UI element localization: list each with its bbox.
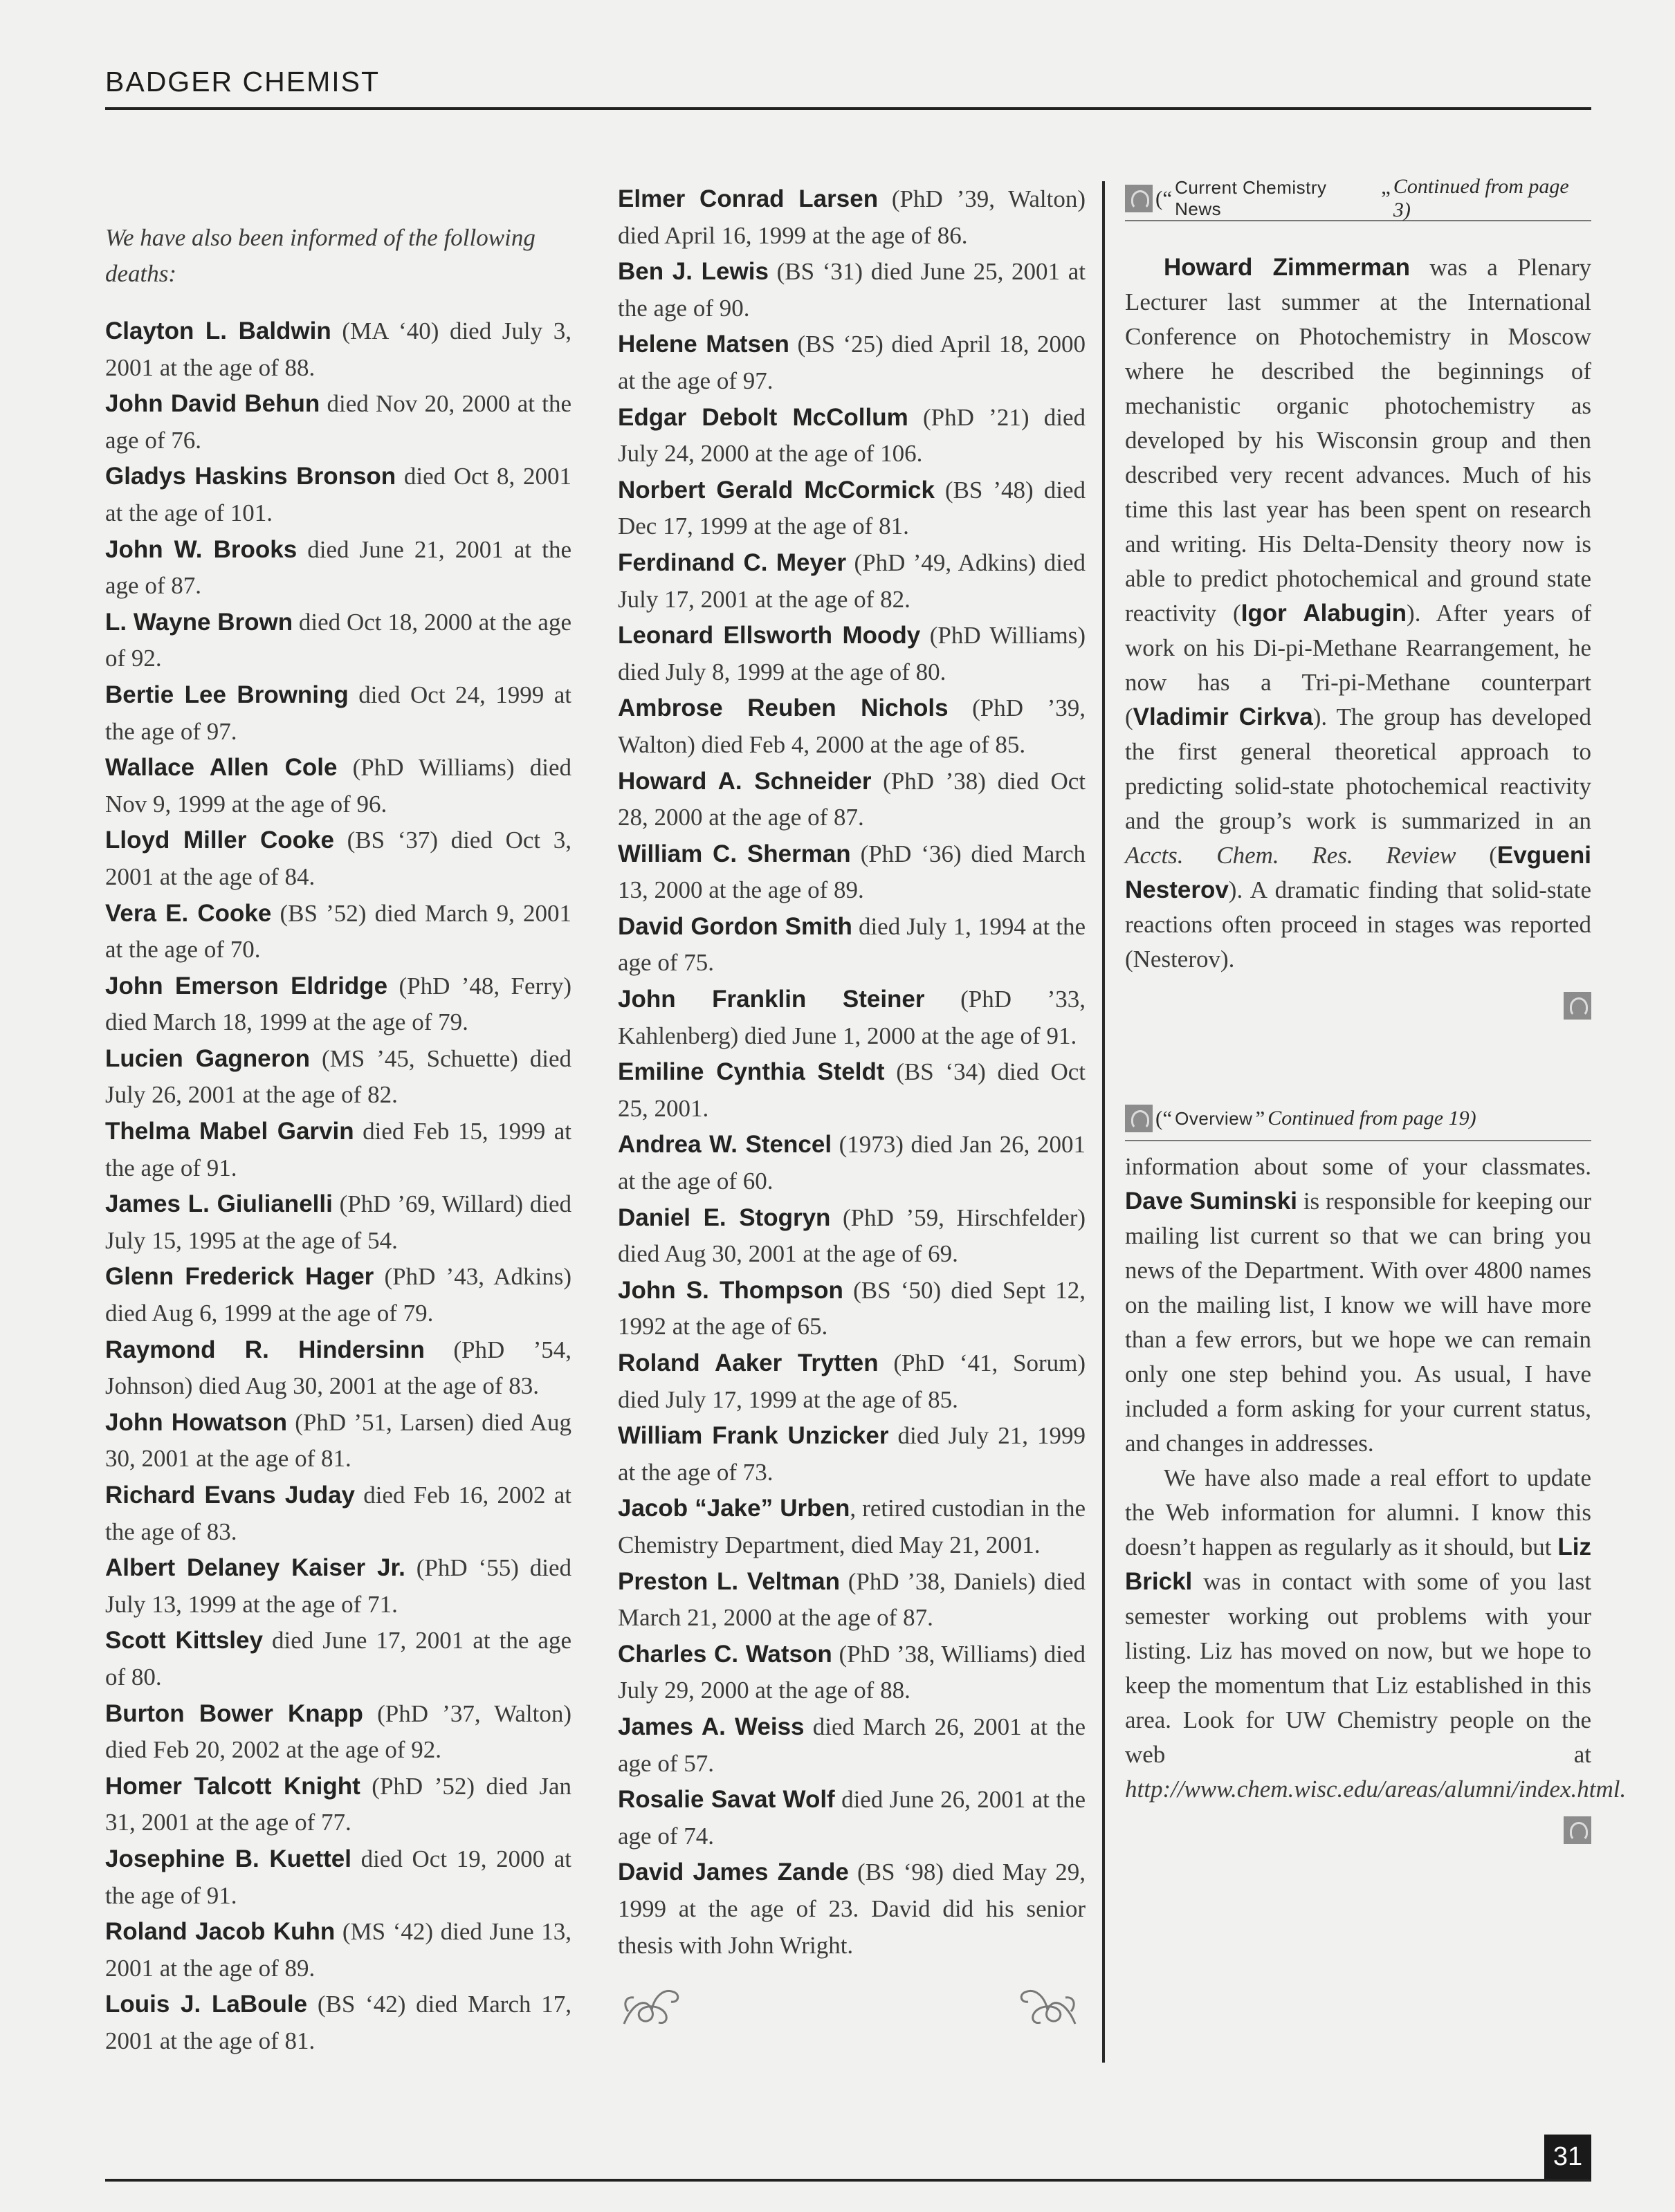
person-name: John W. Brooks bbox=[105, 535, 298, 563]
obituary-entry bbox=[105, 1550, 571, 1623]
obituary-details: (PhD ‘55) died July 13, 1999 at the age of 71. bbox=[105, 1554, 571, 1618]
obituary-details: (BS ‘34) died Oct 25, 2001. bbox=[618, 1058, 1086, 1122]
end-ornament-icon bbox=[1564, 992, 1591, 1020]
obituary-entry bbox=[105, 968, 571, 1041]
person-name: William Frank Unzicker bbox=[618, 1422, 889, 1450]
end-ornament-icon bbox=[1564, 1816, 1591, 1844]
obituary-column-1 bbox=[105, 181, 571, 2060]
person-name: David Gordon Smith bbox=[618, 912, 852, 940]
obituary-entry bbox=[105, 1186, 571, 1259]
obituary-entry bbox=[105, 1987, 571, 2059]
header-rule bbox=[105, 107, 1591, 110]
continuation-header bbox=[1125, 175, 1591, 221]
obituary-entry bbox=[618, 1854, 1086, 1964]
person-name: Rosalie Savat Wolf bbox=[618, 1786, 835, 1814]
obituary-entry bbox=[105, 1914, 571, 1987]
person-name: Charles C. Watson bbox=[618, 1640, 832, 1668]
obituary-details: died Oct 19, 2000 at the age of 91. bbox=[105, 1845, 571, 1909]
obituary-details: (PhD ’38, Daniels) died March 21, 2000 at the age of 87. bbox=[618, 1567, 1086, 1632]
column-divider bbox=[1102, 181, 1105, 2063]
obituary-details: (MS ‘42) died June 13, 2001 at the age of 89. bbox=[105, 1918, 571, 1982]
page-number: 31 bbox=[1544, 2135, 1591, 2179]
obituary-entry bbox=[618, 400, 1086, 472]
ornament-icon bbox=[1125, 1105, 1153, 1132]
obituary-entry bbox=[618, 1273, 1086, 1345]
obituary-details: (BS ‘42) died March 17, 2001 at the age of 81. bbox=[105, 1991, 571, 2054]
obituary-details: died June 21, 2001 at the age of 87. bbox=[105, 535, 572, 600]
person-name: Scott Kittsley bbox=[105, 1627, 263, 1655]
obituary-entry bbox=[105, 532, 571, 605]
obituary-details: (PhD ’52) died Jan 31, 2001 at the age of 77. bbox=[105, 1772, 571, 1836]
obituary-details: (PhD ’59, Hirschfelder) died Aug 30, 2001 at the age of 69. bbox=[618, 1204, 1086, 1268]
person-name: Edgar Debolt McCollum bbox=[618, 403, 908, 431]
obituary-entry bbox=[105, 459, 571, 531]
person-name: John S. Thompson bbox=[618, 1276, 843, 1304]
obituary-details: (BS ’52) died March 9, 2001 at the age of 70. bbox=[105, 899, 571, 964]
person-name: Richard Evans Juday bbox=[105, 1482, 356, 1509]
person-name: L. Wayne Brown bbox=[105, 608, 293, 636]
obituary-details: (BS ‘25) died April 18, 2000 at the age of 97. bbox=[618, 331, 1086, 394]
body-text: ). The group has developed the first general theoretical approach to predicting solid-state photochemical reactivity and the group’s work is summarized in an bbox=[1125, 703, 1591, 834]
obituary-entry bbox=[618, 981, 1086, 1054]
person-name: Dave Suminski bbox=[1125, 1188, 1298, 1215]
section-title: Overview bbox=[1175, 1107, 1253, 1129]
person-name: Bertie Lee Browning bbox=[105, 681, 349, 708]
person-name: William C. Sherman bbox=[618, 840, 851, 867]
section-rule bbox=[1125, 1140, 1591, 1141]
person-name: Norbert Gerald McCormick bbox=[618, 476, 935, 504]
obituary-entry bbox=[618, 1127, 1086, 1199]
obituary-details: , retired custodian in the Chemistry Department, died May 21, 2001. bbox=[618, 1495, 1086, 1558]
obituary-entry bbox=[105, 822, 571, 895]
obituary-entry bbox=[618, 1418, 1086, 1491]
obituary-details: (MS ’45, Schuette) died July 26, 2001 at the age of 82. bbox=[105, 1044, 572, 1109]
obituary-entry bbox=[618, 836, 1086, 909]
current-chemistry-news-section bbox=[1125, 175, 1591, 1020]
body-text: We have also made a real effort to update the Web information for alumni. I know this doesn’t happen as regularly as it should, but bbox=[1125, 1464, 1591, 1560]
obituary-entry bbox=[618, 472, 1086, 545]
obituary-details: (PhD ’69, Willard) died July 15, 1995 at the age of 54. bbox=[105, 1190, 571, 1254]
obituary-details: (PhD ’38, Williams) died July 29, 2000 at the age of 88. bbox=[618, 1640, 1086, 1704]
obituary-details: died Oct 24, 1999 at the age of 97. bbox=[105, 681, 571, 745]
continued-note: Continued from page 3) bbox=[1393, 175, 1569, 221]
person-name: Emiline Cynthia Steldt bbox=[618, 1058, 885, 1086]
obituary-details: (PhD ’49, Adkins) died July 17, 2001 at the age of 82. bbox=[618, 549, 1086, 613]
person-name: Roland Jacob Kuhn bbox=[105, 1918, 336, 1946]
obituary-entry bbox=[105, 1259, 571, 1331]
obituary-entry bbox=[105, 1696, 571, 1769]
obituary-details: (PhD ’43, Adkins) died Aug 6, 1999 at the age of 79. bbox=[105, 1263, 571, 1327]
obituary-details: (PhD ‘41, Sorum) died July 17, 1999 at the age of 85. bbox=[618, 1349, 1086, 1413]
obituary-entry bbox=[105, 896, 571, 968]
obituary-entry bbox=[618, 1491, 1086, 1563]
person-name: Daniel E. Stogryn bbox=[618, 1204, 831, 1231]
quote-open: (“ bbox=[1155, 1106, 1173, 1130]
obituary-details: died Oct 8, 2001 at the age of 101. bbox=[105, 463, 572, 526]
obituary-details: died Oct 18, 2000 at the age of 92. bbox=[105, 608, 571, 672]
obituary-entry bbox=[105, 313, 571, 386]
obituary-entry bbox=[105, 386, 571, 459]
overview-paragraph-2 bbox=[1125, 1461, 1627, 1807]
person-name: Burton Bower Knapp bbox=[105, 1699, 363, 1727]
flourish-ornament-left bbox=[619, 1982, 688, 2031]
obituary-details: (PhD ’21) died July 24, 2000 at the age of 106. bbox=[618, 403, 1086, 468]
person-name: Leonard Ellsworth Moody bbox=[618, 622, 921, 649]
person-name: John Emerson Eldridge bbox=[105, 972, 388, 999]
obituary-details: (PhD ‘36) died March 13, 2000 at the age of 89. bbox=[618, 840, 1086, 904]
person-name: Andrea W. Stencel bbox=[618, 1131, 832, 1159]
body-text: ( bbox=[1456, 842, 1497, 869]
obituary-entry bbox=[105, 1114, 571, 1186]
obituary-entry bbox=[105, 1041, 571, 1114]
obituary-entry bbox=[618, 545, 1086, 618]
person-name: Homer Talcott Knight bbox=[105, 1772, 360, 1800]
person-name: John Franklin Steiner bbox=[618, 986, 925, 1013]
body-text: ). After years of work on his Di-pi-Methane Rearrangement, he now has a Tri-pi-Methane counterpart ( bbox=[1125, 600, 1591, 730]
obituary-details: died Feb 16, 2002 at the age of 83. bbox=[105, 1482, 571, 1545]
quote-close: ” bbox=[1381, 186, 1391, 210]
obituary-details: (PhD ’38) died Oct 28, 2000 at the age of 87. bbox=[618, 767, 1086, 831]
person-name: Albert Delaney Kaiser Jr. bbox=[105, 1554, 405, 1582]
person-name: Lloyd Miller Cooke bbox=[105, 827, 334, 854]
obituary-entry bbox=[105, 1405, 571, 1477]
person-name: Igor Alabugin bbox=[1241, 600, 1407, 627]
person-name: Vera E. Cooke bbox=[105, 899, 272, 927]
obituary-details: died March 26, 2001 at the age of 57. bbox=[618, 1713, 1086, 1777]
obituary-entry bbox=[618, 1782, 1086, 1854]
obituary-details: died Feb 15, 1999 at the age of 91. bbox=[105, 1118, 571, 1181]
person-name: Raymond R. Hindersinn bbox=[105, 1336, 425, 1363]
person-name: Vladimir Cirkva bbox=[1133, 703, 1313, 730]
person-name: Ben J. Lewis bbox=[618, 258, 769, 286]
person-name: Liz Brickl bbox=[1125, 1533, 1591, 1595]
obituary-details: died Nov 20, 2000 at the age of 76. bbox=[105, 390, 571, 454]
person-name: David James Zande bbox=[618, 1859, 849, 1886]
obituary-details: (BS ‘50) died Sept 12, 1992 at the age of 65. bbox=[618, 1276, 1086, 1340]
obituary-entry bbox=[618, 1345, 1086, 1418]
obituary-entry bbox=[618, 181, 1086, 254]
obituary-entry bbox=[105, 1332, 571, 1405]
person-name: Lucien Gagneron bbox=[105, 1044, 311, 1072]
body-text: was in contact with some of you last semester working out problems with your listing. Liz has moved on now, but we hope to keep the momentum that Liz established in this area. Look for UW Chemistry people on the web at bbox=[1125, 1568, 1591, 1768]
person-name: Glenn Frederick Hager bbox=[105, 1263, 374, 1291]
obituary-details: (BS ‘98) died May 29, 1999 at the age of 23. David did his senior thesis with John Wright. bbox=[618, 1859, 1086, 1959]
person-name: James A. Weiss bbox=[618, 1713, 805, 1740]
obituary-details: died June 26, 2001 at the age of 74. bbox=[618, 1786, 1086, 1850]
body-text: ). A dramatic finding that solid-state reactions often proceed in stages was reported (Nesterov). bbox=[1125, 876, 1591, 973]
footer-rule bbox=[105, 2179, 1591, 2182]
person-name: Elmer Conrad Larsen bbox=[618, 185, 879, 212]
obituary-details: (BS ‘31) died June 25, 2001 at the age of 90. bbox=[618, 258, 1086, 322]
person-name: John Howatson bbox=[105, 1408, 288, 1436]
person-name: Howard Zimmerman bbox=[1164, 254, 1411, 281]
person-name: John David Behun bbox=[105, 390, 320, 418]
obituary-details: died July 1, 1994 at the age of 75. bbox=[618, 912, 1086, 977]
person-name: Preston L. Veltman bbox=[618, 1567, 841, 1595]
person-name: Clayton L. Baldwin bbox=[105, 317, 331, 344]
obituary-details: died June 17, 2001 at the age of 80. bbox=[105, 1627, 571, 1690]
person-name: Helene Matsen bbox=[618, 331, 789, 358]
obituary-entry bbox=[618, 764, 1086, 836]
obituary-entry bbox=[618, 618, 1086, 690]
obituary-details: (1973) died Jan 26, 2001 at the age of 60. bbox=[618, 1131, 1086, 1195]
publication-title: BADGER CHEMIST bbox=[105, 66, 381, 98]
obituary-entry bbox=[618, 690, 1086, 763]
ornament-icon bbox=[1125, 185, 1153, 212]
person-name: Wallace Allen Cole bbox=[105, 754, 338, 782]
obituary-details: (MA ‘40) died July 3, 2001 at the age of 88. bbox=[105, 317, 571, 381]
obituary-entry bbox=[618, 254, 1086, 326]
overview-paragraph-1 bbox=[1125, 1150, 1591, 1461]
person-name: Evgueni Nesterov bbox=[1125, 842, 1591, 903]
obituary-entry bbox=[618, 1200, 1086, 1273]
obituary-entry bbox=[618, 1564, 1086, 1637]
person-name: Louis J. LaBoule bbox=[105, 1991, 308, 2018]
body-text: was a Plenary Lecturer last summer at the International Conference on Photochemistry in Moscow where he described the beginnings of mechanistic organic photochemistry as developed by his Wisconsin group and then described very recent advances. Much of his time this last year has been spent on research and writing. His Delta-Density theory now is able to predict photochemical and ground state reactivity ( bbox=[1125, 254, 1591, 627]
obituary-entry bbox=[618, 1054, 1086, 1127]
sidebar-column bbox=[1125, 175, 1627, 1844]
obituary-column-2 bbox=[618, 181, 1086, 1964]
person-name: Ambrose Reuben Nichols bbox=[618, 694, 949, 722]
section-title: Current Chemistry News bbox=[1175, 177, 1327, 219]
body-text: information about some of your classmates. bbox=[1125, 1153, 1591, 1180]
obituary-details: (BS ‘37) died Oct 3, 2001 at the age of 84. bbox=[105, 827, 571, 890]
continued-note: Continued from page 19) bbox=[1267, 1107, 1476, 1130]
person-name: Josephine B. Kuettel bbox=[105, 1845, 351, 1872]
obituary-entry bbox=[105, 1623, 571, 1695]
obituary-entry bbox=[618, 1637, 1086, 1709]
person-name: Roland Aaker Trytten bbox=[618, 1349, 879, 1376]
italic-text: http://www.chem.wisc.edu/areas/alumni/index.html. bbox=[1125, 1776, 1627, 1803]
obituary-entry bbox=[618, 909, 1086, 981]
obituary-details: (PhD ’33, Kahlenberg) died June 1, 2000 at the age of 91. bbox=[618, 986, 1086, 1049]
person-name: Gladys Haskins Bronson bbox=[105, 463, 396, 490]
obituary-entry bbox=[105, 605, 571, 677]
obituary-details: (BS ’48) died Dec 17, 1999 at the age of 81. bbox=[618, 476, 1086, 540]
obituary-details: (PhD ’48, Ferry) died March 18, 1999 at the age of 79. bbox=[105, 972, 571, 1036]
quote-open: (“ bbox=[1155, 186, 1173, 210]
person-name: Howard A. Schneider bbox=[618, 767, 872, 795]
obituary-details: (PhD ’37, Walton) died Feb 20, 2002 at the age of 92. bbox=[105, 1699, 571, 1764]
obituary-entry bbox=[105, 1769, 571, 1841]
intro-text: We have also been informed of the following deaths: bbox=[105, 224, 536, 287]
obituary-details: died July 21, 1999 at the age of 73. bbox=[618, 1422, 1086, 1486]
person-name: Thelma Mabel Garvin bbox=[105, 1118, 354, 1145]
obituary-entry bbox=[105, 677, 571, 750]
italic-text: Accts. Chem. Res. Review bbox=[1125, 842, 1456, 869]
obituary-details: (PhD ’51, Larsen) died Aug 30, 2001 at the age of 81. bbox=[105, 1408, 571, 1473]
person-name: James L. Giulianelli bbox=[105, 1190, 333, 1218]
page-header bbox=[105, 68, 1591, 110]
obituary-details: (PhD ’39, Walton) died April 16, 1999 at the age of 86. bbox=[618, 185, 1086, 249]
obituary-entry bbox=[105, 1841, 571, 1914]
person-name: Ferdinand C. Meyer bbox=[618, 549, 847, 576]
obituary-details: (PhD Williams) died Nov 9, 1999 at the age of 96. bbox=[105, 754, 572, 818]
quote-close: ” bbox=[1255, 1106, 1265, 1130]
overview-section bbox=[1125, 1101, 1627, 1844]
flourish-ornament-right bbox=[1012, 1982, 1081, 2031]
obituary-details: (PhD ’54, Johnson) died Aug 30, 2001 at the age of 83. bbox=[105, 1336, 571, 1400]
obituary-details: (PhD Williams) died July 8, 1999 at the age of 80. bbox=[618, 622, 1086, 685]
obituary-entry bbox=[618, 326, 1086, 399]
person-name: Jacob “Jake” Urben bbox=[618, 1495, 850, 1522]
obituary-details: (PhD ’39, Walton) died Feb 4, 2000 at the age of 85. bbox=[618, 694, 1086, 758]
obituary-entry bbox=[618, 1709, 1086, 1782]
obituary-entry bbox=[105, 750, 571, 822]
continuation-header bbox=[1125, 1101, 1591, 1136]
news-paragraph bbox=[1125, 250, 1591, 977]
obituary-entry bbox=[105, 1477, 571, 1550]
body-text: is responsible for keeping our mailing list current so that we can bring you news of the Department. With over 4800 names on the mailing list, I know we will have more than a few errors, but we hope we can remain only one step behind you. As usual, I have included a form asking for your current status, and changes in addresses. bbox=[1125, 1188, 1591, 1457]
